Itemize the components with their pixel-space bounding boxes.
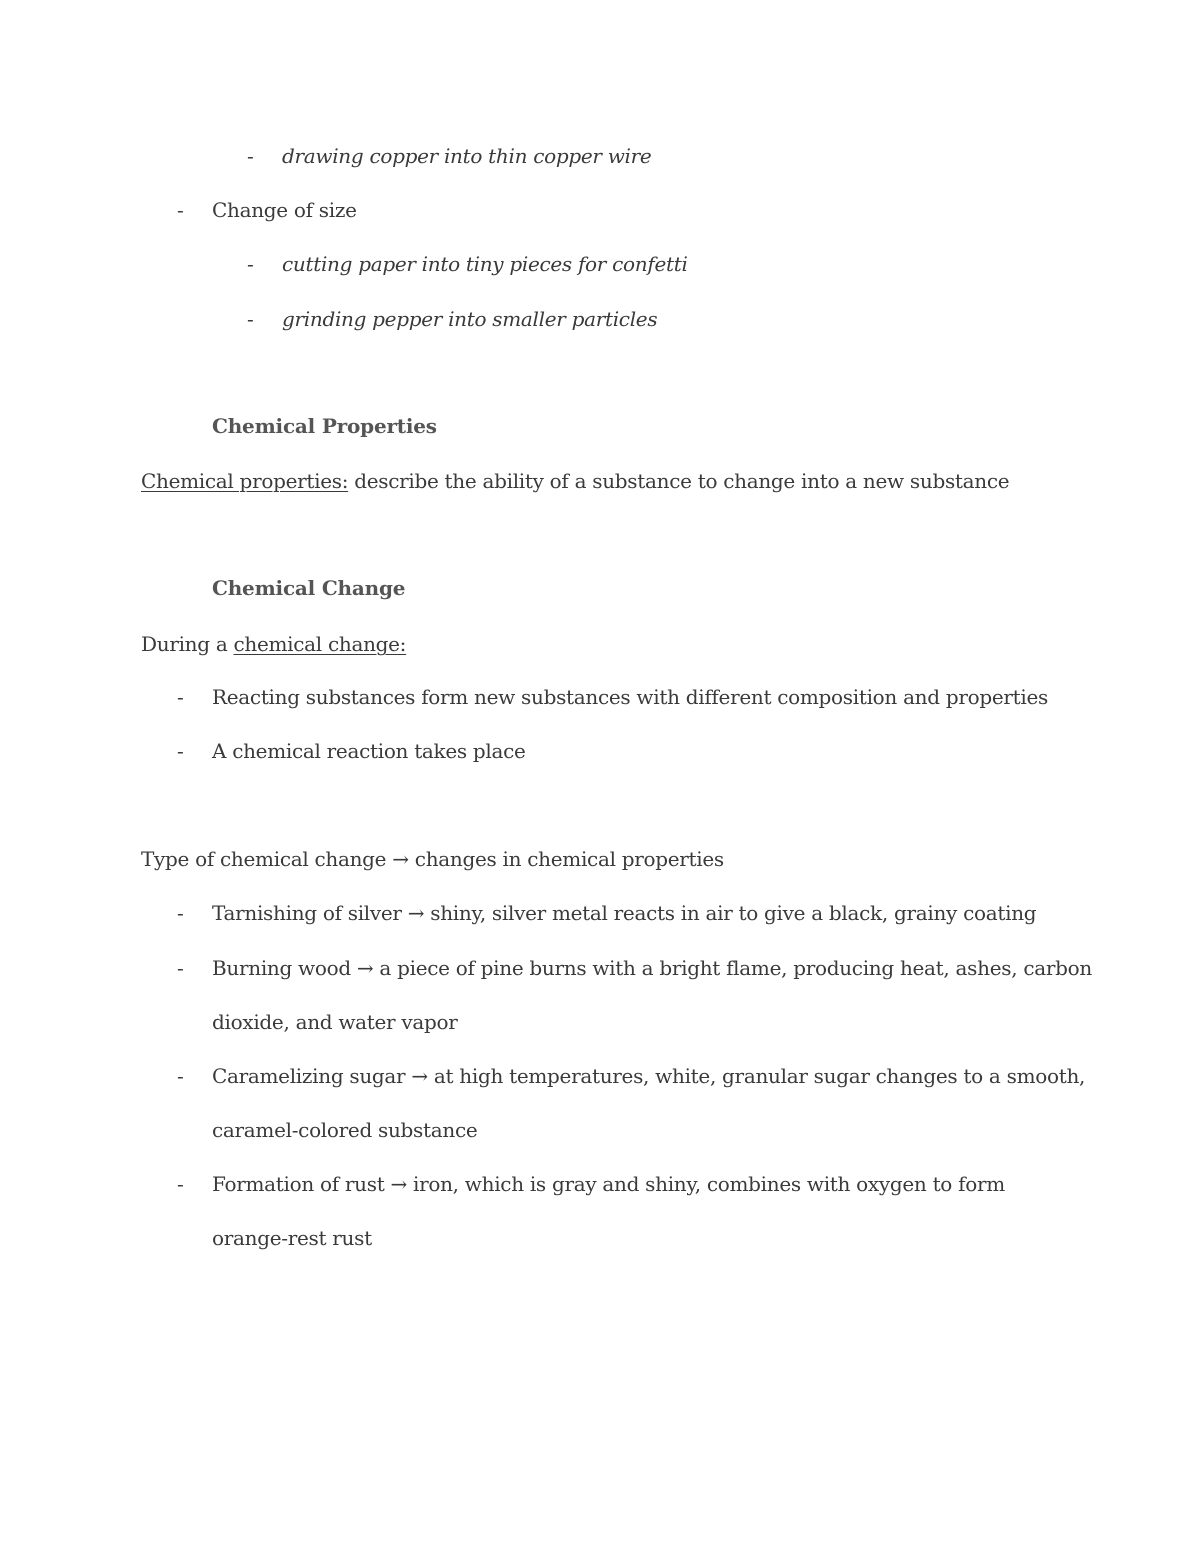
bullet-dash: - — [177, 1172, 184, 1196]
chemical-properties-definition — [141, 467, 1009, 495]
chemical-change-bullet: Reacting substances form new substances with different composition and properties — [212, 685, 1048, 709]
type-rust-line1: Formation of rust → iron, which is gray and shiny, combines with oxygen to form — [212, 1172, 1005, 1196]
type-burning-line2: dioxide, and water vapor — [212, 1010, 458, 1034]
example-cutting-paper: cutting paper into tiny pieces for confetti — [282, 252, 688, 276]
bullet-dash: - — [177, 901, 184, 925]
bullet-dash: - — [247, 252, 254, 276]
chemical-change-intro — [141, 630, 406, 658]
type-caramelizing-line1: Caramelizing sugar → at high temperatures, white, granular sugar changes to a smooth, — [212, 1064, 1086, 1088]
type-caramelizing-line2: caramel-colored substance — [212, 1118, 478, 1142]
types-intro: Type of chemical change → changes in chemical properties — [141, 847, 724, 871]
example-grinding-pepper: grinding pepper into smaller particles — [282, 307, 658, 331]
term-chemical-change: chemical change: — [233, 632, 407, 656]
chemical-change-bullet: A chemical reaction takes place — [212, 739, 526, 763]
bullet-dash: - — [177, 1064, 184, 1088]
bullet-dash: - — [177, 956, 184, 980]
definition-text: describe the ability of a substance to change into a new substance — [348, 469, 1010, 493]
bullet-dash: - — [247, 144, 254, 168]
item-change-of-size: Change of size — [212, 198, 357, 222]
heading-chemical-change: Chemical Change — [212, 576, 406, 600]
bullet-dash: - — [177, 198, 184, 222]
bullet-dash: - — [177, 739, 184, 763]
type-burning-line1: Burning wood → a piece of pine burns with a bright flame, producing heat, ashes, carbon — [212, 956, 1092, 980]
bullet-dash: - — [177, 685, 184, 709]
type-tarnishing: Tarnishing of silver → shiny, silver metal reacts in air to give a black, grainy coating — [212, 901, 1037, 925]
example-drawing-copper: drawing copper into thin copper wire — [282, 144, 652, 168]
term-chemical-properties: Chemical properties: — [141, 469, 349, 493]
heading-chemical-properties: Chemical Properties — [212, 414, 437, 438]
bullet-dash: - — [247, 307, 254, 331]
intro-prefix: During a — [141, 632, 234, 656]
type-rust-line2: orange-rest rust — [212, 1226, 372, 1250]
